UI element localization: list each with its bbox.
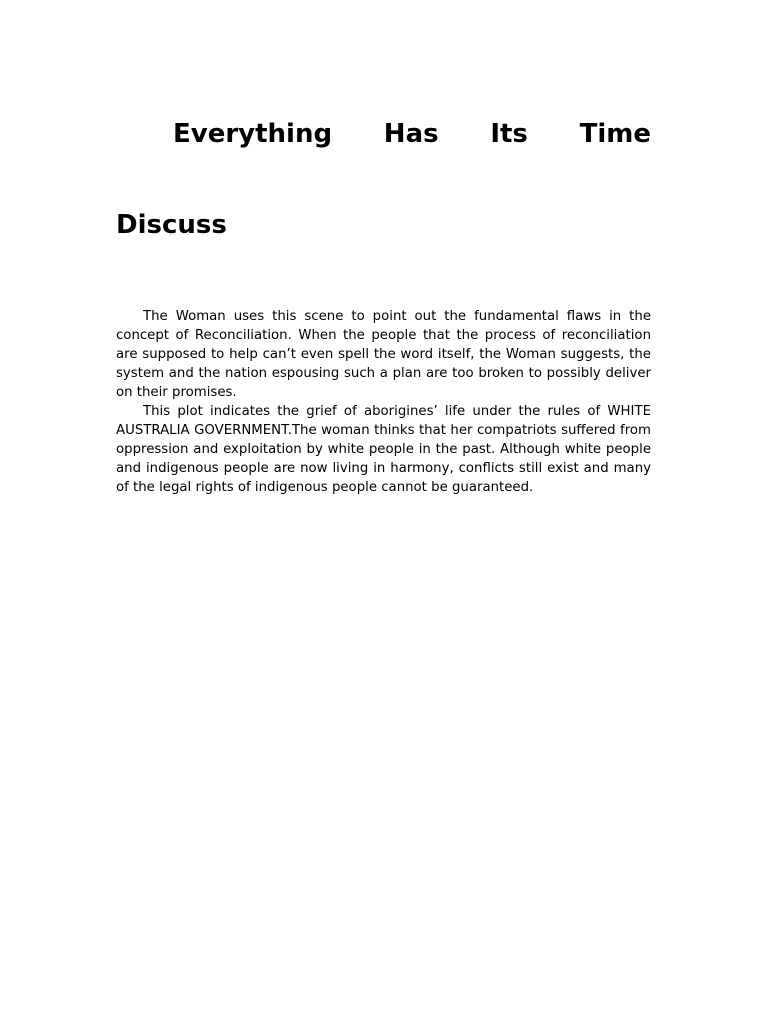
document-title: Everything Has Its Time bbox=[173, 119, 651, 149]
body-text bbox=[116, 307, 651, 497]
paragraph: The Woman uses this scene to point out the fundamental flaws in the concept of Reconciliation. When the people that the process of reconciliation are supposed to help can’t even spell the word itself, the Woman suggests, the system and the nation espousing such a plan are too broken to possibly deliver on their promises. bbox=[116, 309, 651, 400]
paragraph: This plot indicates the grief of aborigines’ life under the rules of WHITE AUSTRALIA GOVERNMENT.The woman thinks that her compatriots suffered from oppression and exploitation by white people in the past. Although white people and indigenous people are now living in harmony, conflicts still exist and many of the legal rights of indigenous people cannot be guaranteed. bbox=[116, 404, 651, 495]
section-heading: Discuss bbox=[116, 210, 227, 240]
